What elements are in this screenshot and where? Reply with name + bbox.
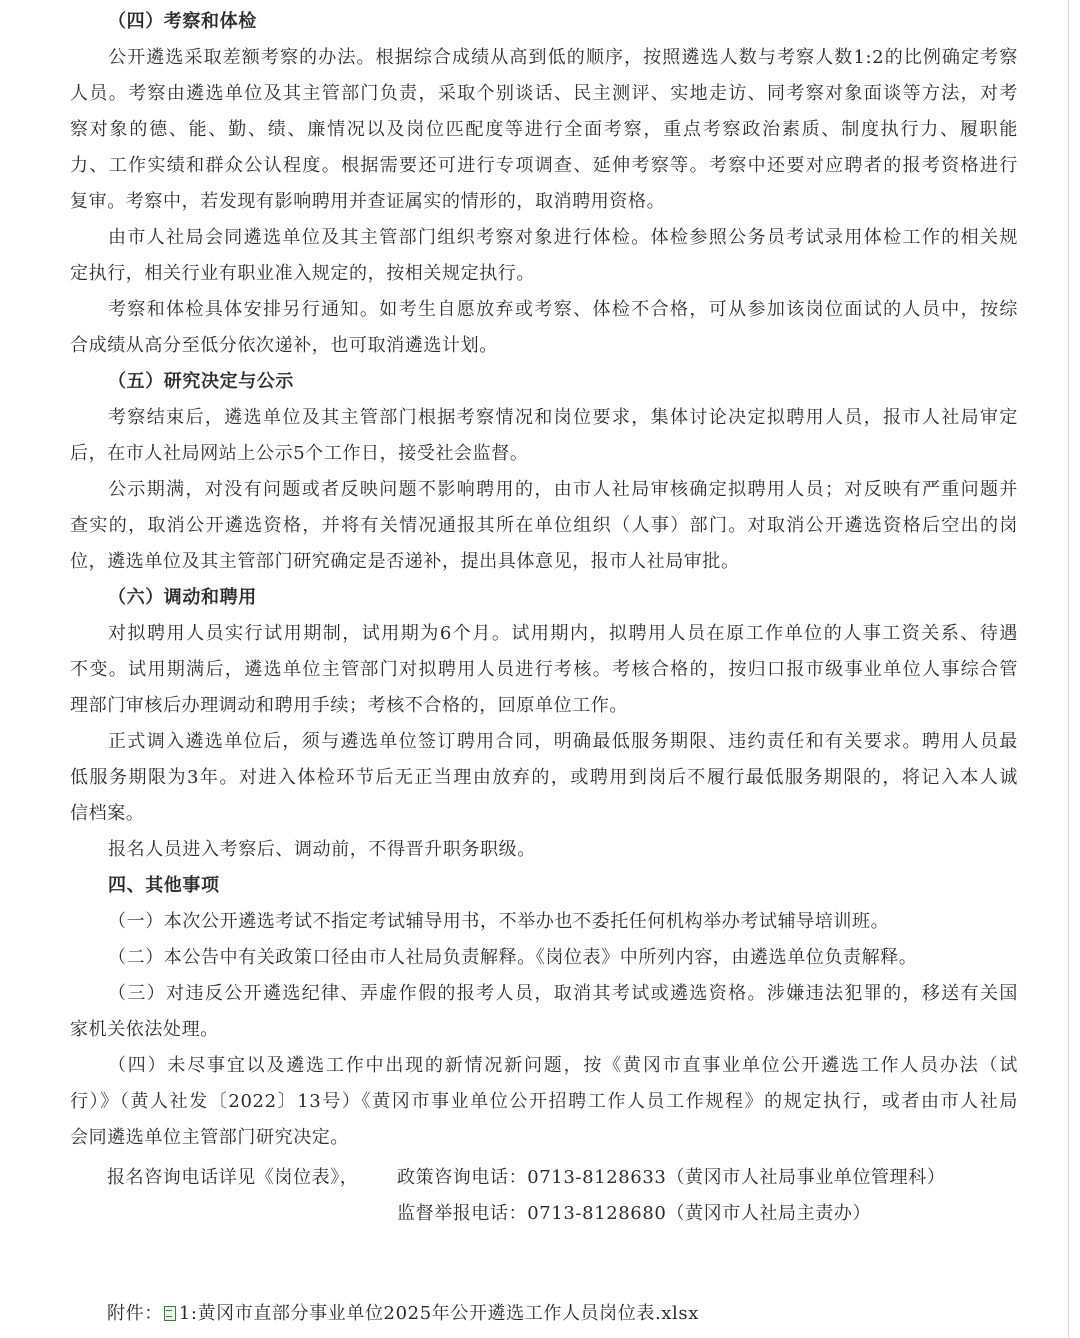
- paragraph-line: 人员。考察由遴选单位及其主管部门负责，采取个别谈话、民主测评、实地走访、同考察对象面谈等方法，对考: [70, 83, 1018, 104]
- paragraph-line: 公示期满，对没有问题或者反映问题不影响聘用的，由市人社局审核确定拟聘用人员；对反映有严重问题并: [108, 479, 1018, 500]
- paragraph-line: 信档案。: [70, 803, 145, 824]
- document-body: [70, 4, 1018, 1156]
- attachment-link[interactable]: :黄冈市直部分事业单位2025年公开遴选工作人员岗位表.xlsx: [190, 1303, 699, 1324]
- section-heading: （四）考察和体检: [108, 11, 257, 32]
- paragraph-line: 报名人员进入考察后、调动前，不得晋升职务职级。: [108, 839, 536, 860]
- paragraph-line: 考察和体检具体安排另行通知。如考生自愿放弃或考察、体检不合格，可从参加该岗位面试的人员中，按综: [108, 299, 1018, 320]
- paragraph-line: 力、工作实绩和群众公认程度。根据需要还可进行专项调查、延伸考察等。考察中还要对应聘者的报考资格进行: [70, 155, 1018, 176]
- paragraph-line: 查实的，取消公开遴选资格，并将有关情况通报其所在单位组织（人事）部门。对取消公开遴选资格后空出的岗: [70, 515, 1018, 536]
- supervision-contact-phone: 监督举报电话：0713-8128680（黄冈市人社局主责办）: [397, 1203, 872, 1224]
- section-heading: （五）研究决定与公示: [108, 371, 294, 392]
- section-heading: （六）调动和聘用: [108, 587, 257, 608]
- paragraph-line: 复审。考察中，若发现有影响聘用并查证属实的情形的，取消聘用资格。: [70, 191, 666, 212]
- paragraph-line: （二）本公告中有关政策口径由市人社局负责解释。《岗位表》中所列内容，由遴选单位负责解释。: [108, 947, 918, 968]
- paragraph-line: （四）未尽事宜以及遴选工作中出现的新情况新问题，按《黄冈市直事业单位公开遴选工作人员办法（试: [108, 1055, 1018, 1076]
- page-frame-edge: [1068, 0, 1069, 1338]
- paragraph-line: （一）本次公开遴选考试不指定考试辅导用书，不举办也不委托任何机构举办考试辅导培训班。: [108, 911, 890, 932]
- registration-contact-note: 报名咨询电话详见《岗位表》，: [107, 1167, 359, 1188]
- paragraph-line: 考察结束后，遴选单位及其主管部门根据考察情况和岗位要求，集体讨论决定拟聘用人员，报市人社局审定: [108, 407, 1018, 428]
- paragraph-line: 正式调入遴选单位后，须与遴选单位签订聘用合同，明确最低服务期限、违约责任和有关要求。聘用人员最: [108, 731, 1018, 752]
- excel-file-icon[interactable]: [163, 1305, 177, 1321]
- paragraph-line: 低服务期限为3年。对进入体检环节后无正当理由放弃的，或聘用到岗后不履行最低服务期限的，将记入本人诚: [70, 767, 1018, 788]
- paragraph-line: 行）》（黄人社发〔2022〕13号）《黄冈市事业单位公开招聘工作人员工作规程》的规定执行，或者由市人社局: [70, 1091, 1018, 1112]
- paragraph-line: 公开遴选采取差额考察的办法。根据综合成绩从高到低的顺序，按照遴选人数与考察人数1:2的比例确定考察: [108, 47, 1018, 68]
- paragraph-line: 家机关依法处理。: [70, 1019, 219, 1040]
- paragraph-line: 对拟聘用人员实行试用期制，试用期为6个月。试用期内，拟聘用人员在原工作单位的人事工资关系、待遇: [108, 623, 1018, 644]
- paragraph-line: 察对象的德、能、勤、绩、廉情况以及岗位匹配度等进行全面考察，重点考察政治素质、制度执行力、履职能: [70, 119, 1018, 140]
- paragraph-line: 不变。试用期满后，遴选单位主管部门对拟聘用人员进行考核。考核合格的，按归口报市级事业单位人事综合管: [70, 659, 1018, 680]
- paragraph-line: 由市人社局会同遴选单位及其主管部门组织考察对象进行体检。体检参照公务员考试录用体检工作的相关规: [108, 227, 1018, 248]
- paragraph-line: 位，遴选单位及其主管部门研究确定是否递补，提出具体意见，报市人社局审批。: [70, 551, 740, 572]
- paragraph-line: （三）对违反公开遴选纪律、弄虚作假的报考人员，取消其考试或遴选资格。涉嫌违法犯罪的，移送有关国: [108, 983, 1018, 1004]
- attachment-mark: 1: [178, 1303, 191, 1324]
- attachment-line: [107, 1298, 699, 1330]
- policy-contact-phone: 政策咨询电话：0713-8128633（黄冈市人社局事业单位管理科）: [397, 1167, 946, 1188]
- attachment-prefix: 附件：: [107, 1303, 163, 1324]
- paragraph-line: 理部门审核后办理调动和聘用手续；考核不合格的，回原单位工作。: [70, 695, 628, 716]
- paragraph-line: 后，在市人社局网站上公示5个工作日，接受社会监督。: [70, 443, 529, 464]
- paragraph-line: 定执行，相关行业有职业准入规定的，按相关规定执行。: [70, 263, 535, 284]
- paragraph-line: 会同遴选单位主管部门研究决定。: [70, 1127, 349, 1148]
- section-heading: 四、其他事项: [108, 875, 220, 896]
- paragraph-line: 合成绩从高分至低分依次递补，也可取消遴选计划。: [70, 335, 498, 356]
